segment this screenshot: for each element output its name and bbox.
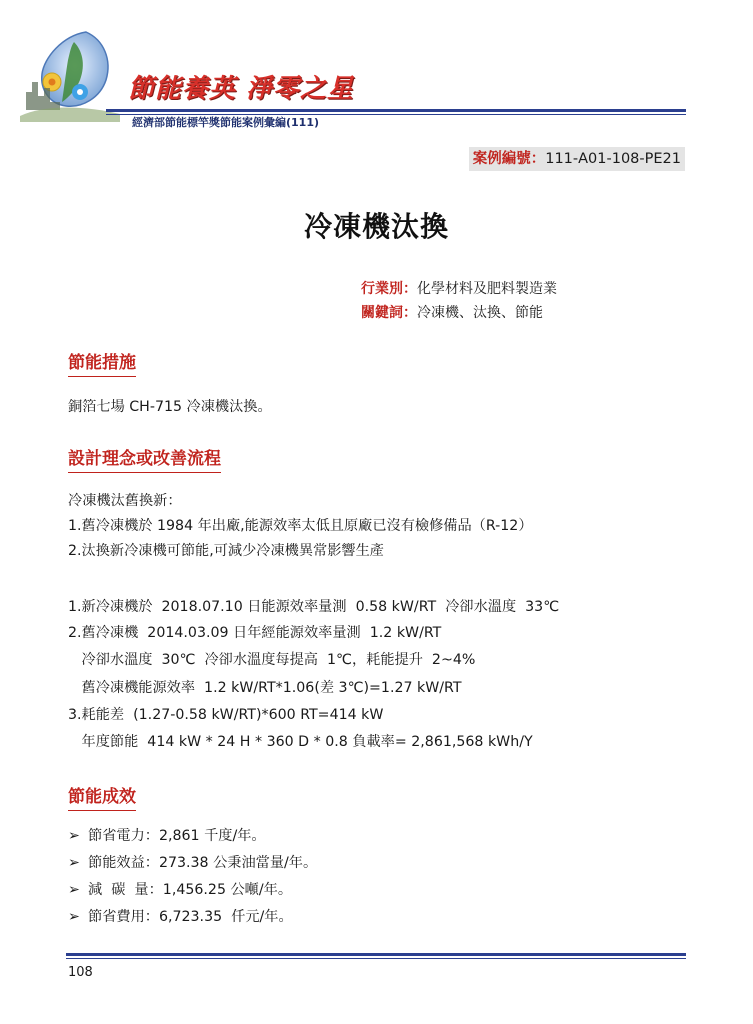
result-item [68, 879, 292, 899]
section-heading-design: 設計理念或改善流程 [68, 444, 221, 473]
design-line: 冷凍機汰舊換新： [68, 493, 182, 509]
banner-title: 節能養英 淨零之星 [128, 74, 355, 104]
design-line: 年度節能 414 kW * 24 H * 360 D * 0.8 負載率= 2,861,568 kWh/Y [68, 734, 533, 750]
keywords-label: 關鍵詞： [361, 305, 417, 321]
design-line: 1.新冷凍機於 2018.07.10 日能源效率量測 0.58 kW/RT 冷卻水溫度 33℃ [68, 599, 560, 615]
header-divider [106, 109, 686, 112]
arrow-bullet-icon: ➢ [68, 909, 80, 925]
section-heading-measure: 節能措施 [68, 348, 136, 377]
result-text: 節省費用：6,723.35 仟元/年。 [88, 909, 293, 925]
case-number [469, 147, 685, 171]
design-line: 2.汰換新冷凍機可節能,可減少冷凍機異常影響生產 [68, 543, 384, 559]
design-line: 1.舊冷凍機於 1984 年出廠,能源效率太低且原廠已沒有檢修備品（R-12） [68, 518, 533, 534]
arrow-bullet-icon: ➢ [68, 828, 80, 844]
design-line: 舊冷凍機能源效率 1.2 kW/RT*1.06(差 3℃)=1.27 kW/RT [68, 680, 462, 696]
page-number: 108 [68, 965, 93, 980]
section-heading-results: 節能成效 [68, 782, 136, 811]
design-line: 冷卻水溫度 30℃ 冷卻水溫度每提高 1℃，耗能提升 2~4% [68, 652, 476, 668]
result-item [68, 906, 293, 926]
header-banner [16, 22, 696, 132]
design-line: 2.舊冷凍機 2014.03.09 日年經能源效率量測 1.2 kW/RT [68, 625, 442, 641]
design-line: 3.耗能差 (1.27-0.58 kW/RT)*600 RT=414 kW [68, 707, 384, 723]
arrow-bullet-icon: ➢ [68, 855, 80, 871]
result-text: 節省電力：2,861 千度/年。 [88, 828, 266, 844]
result-text: 節能效益：273.38 公秉油當量/年。 [88, 855, 318, 871]
result-item [68, 825, 266, 845]
keywords-line [361, 302, 543, 322]
header-divider-thin [106, 114, 686, 115]
result-text: 減 碳 量：1,456.25 公噸/年。 [88, 882, 293, 898]
arrow-bullet-icon: ➢ [68, 882, 80, 898]
case-number-value: 111-A01-108-PE21 [545, 151, 681, 167]
document-title: 冷凍機汰換 [303, 210, 449, 243]
keywords-value: 冷凍機、汰換、節能 [417, 305, 543, 321]
case-number-label: 案例編號： [472, 151, 546, 167]
industry-value: 化學材料及肥料製造業 [417, 281, 557, 297]
measure-text: 銅箔七場 CH-715 冷凍機汰換。 [68, 399, 272, 415]
industry-label: 行業別： [361, 281, 417, 297]
industry-line [361, 278, 557, 298]
footer-divider-thin [66, 958, 686, 959]
banner-subtitle: 經濟部節能標竿獎節能案例彙編(111) [132, 116, 320, 129]
footer-divider [66, 953, 686, 956]
result-item [68, 852, 317, 872]
